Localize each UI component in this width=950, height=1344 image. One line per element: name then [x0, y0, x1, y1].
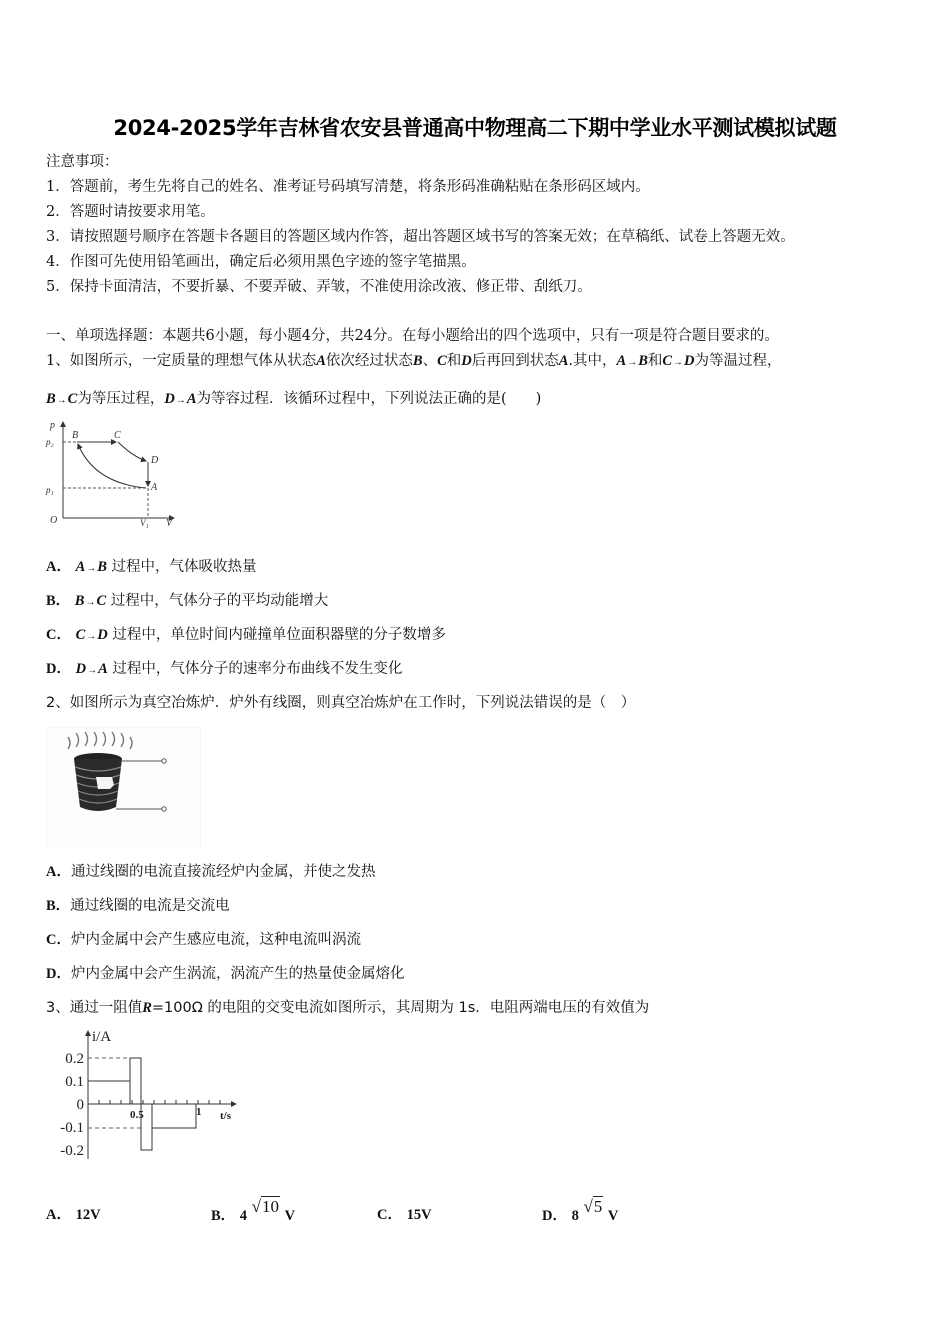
q1-option-c[interactable]: C． C→D 过程中，单位时间内碰撞单位面积器壁的分子数增多 [46, 627, 446, 643]
axis-v-label: V [166, 518, 173, 529]
furnace-figure [46, 727, 201, 847]
svg-text:1: 1 [196, 1106, 202, 1118]
svg-text:B: B [72, 430, 79, 441]
q2-stem: 2、如图所示为真空冶炼炉．炉外有线圈，则真空冶炼炉在工作时，下列说法错误的是（ ） [46, 695, 636, 711]
svg-text:0.5: 0.5 [130, 1109, 144, 1121]
section-heading: 一、单项选择题：本题共6小题，每小题4分，共24分。在每小题给出的四个选项中，只有一项是符合题目要求的。 [46, 328, 779, 344]
current-time-graph [44, 1027, 244, 1162]
q2-option-a[interactable]: A．通过线圈的电流直接流经炉内金属，并使之发热 [46, 864, 376, 880]
note-item: 4．作图可先使用铅笔画出，确定后必须用黑色字迹的签字笔描黑。 [46, 254, 476, 270]
svg-text:D: D [151, 455, 159, 466]
origin-label: O [50, 515, 58, 526]
q3-option-c[interactable]: C． 15V [377, 1207, 432, 1223]
note-item: 3．请按照题号顺序在答题卡各题目的答题区域内作答，超出答题区域书写的答案无效；在草稿纸、试卷上答题无效。 [46, 229, 795, 245]
q1-stem-line1: 1、如图所示，一定质量的理想气体从状态A依次经过状态B、C和D后再回到状态A.其中，A→B和C→D为等温过程， [46, 353, 782, 369]
pv-diagram [44, 418, 184, 533]
svg-text:0: 0 [76, 1097, 84, 1113]
q2-option-c[interactable]: C．炉内金属中会产生感应电流，这种电流叫涡流 [46, 932, 361, 948]
q3-option-d[interactable]: D． 8 √5 V [542, 1197, 619, 1224]
note-item: 2．答题时请按要求用笔。 [46, 204, 215, 220]
svg-text:0.1: 0.1 [65, 1074, 84, 1090]
svg-text:A: A [151, 482, 158, 493]
sqrt-5: √5 [583, 1197, 603, 1216]
notes-heading: 注意事项： [46, 154, 119, 170]
x-axis-label: t/s [220, 1110, 231, 1122]
q1-option-a[interactable]: A． A→B 过程中，气体吸收热量 [46, 559, 257, 575]
svg-text:0.2: 0.2 [65, 1051, 84, 1067]
svg-text:-0.1: -0.1 [60, 1120, 84, 1136]
note-item: 1．答题前，考生先将自己的姓名、准考证号码填写清楚，将条形码准确粘贴在条形码区域内。 [46, 179, 650, 195]
q2-option-d[interactable]: D．炉内金属中会产生涡流，涡流产生的热量使金属熔化 [46, 966, 405, 982]
q1-stem-line2: B→C为等压过程，D→A为等容过程．该循环过程中，下列说法正确的是( ) [46, 391, 542, 407]
q3-stem: 3、通过一阻值R=100Ω 的电阻的交变电流如图所示，其周期为 1s．电阻两端电压的有效值为 [46, 1000, 650, 1016]
q1-option-d[interactable]: D． D→A 过程中，气体分子的速率分布曲线不发生变化 [46, 661, 403, 677]
page-title: 2024-2025学年吉林省农安县普通高中物理高二下期中学业水平测试模拟试题 [113, 116, 837, 140]
note-item: 5．保持卡面清洁，不要折暴、不要弄破、弄皱，不准使用涂改液、修正带、刮纸刀。 [46, 279, 592, 295]
v1-label: V₁ [140, 518, 149, 528]
axis-p-label: p [50, 420, 55, 431]
svg-text:-0.2: -0.2 [60, 1143, 84, 1159]
q2-option-b[interactable]: B．通过线圈的电流是交流电 [46, 898, 230, 914]
svg-text:C: C [114, 430, 121, 441]
sqrt-10: √10 [251, 1197, 279, 1216]
p1-label: p₁ [46, 485, 54, 495]
q3-option-b[interactable]: B． 4 √10 V [211, 1197, 296, 1224]
q3-option-a[interactable]: A． 12V [46, 1207, 101, 1223]
q1-option-b[interactable]: B． B→C 过程中，气体分子的平均动能增大 [46, 593, 329, 609]
p2-label: p₂ [46, 437, 54, 447]
y-axis-label: i/A [92, 1029, 112, 1045]
